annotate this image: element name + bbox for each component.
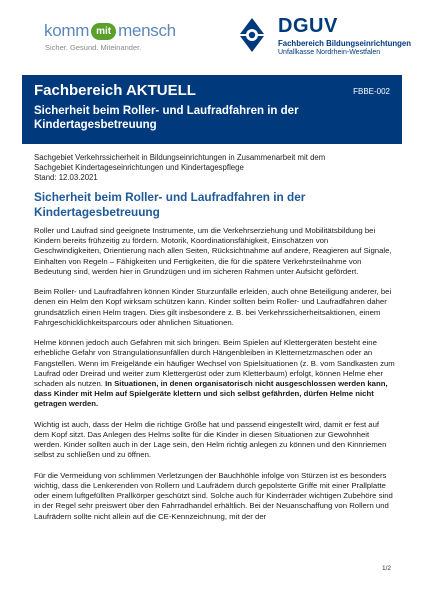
document-meta xyxy=(34,153,394,182)
meta-line: Sachgebiet Kindertageseinrichtungen und Kindertagespflege xyxy=(34,162,244,172)
paragraph: Roller und Laufrad sind geeignete Instrumente, um die Verkehrserziehung und Mobilitätsbildung bei Kindern bereits frühzeitig zu fördern. Motorik, Koordinationsfähigkeit, Einschätzen von Geschwindigkeiten, Orientierung nach allen Seiten, Rücksichtnahme auf andere, Reagieren auf Signale, Einhalten von Regeln – Fähigkeiten und Fertigkeiten, die für die spätere Verkehrsteilnahme von Bedeutung sind, werden hier in Grundzügen und im sicheren Rahmen unter Aufsicht gefördert. xyxy=(34,226,392,276)
document-body xyxy=(34,226,396,532)
dguv-department: Fachbereich Bildungseinrichtungen xyxy=(278,39,411,48)
logo-text-mensch: mensch xyxy=(118,21,176,40)
dguv-logo xyxy=(232,12,411,62)
paragraph: Beim Roller- und Laufradfahren können Kinder Sturzunfälle erleiden, auch ohne Beteiligung anderer, bei denen ein Helm den Kopf wirksam schützen kann. Kinder sollten beim Roller- und Laufradfahren daher grundsätzlich einen Helm tragen. Dies gilt insbesondere z. B. bei Verkehrssicherheitsaktionen, einem Fahrgeschicklichkeitsparcours oder ähnlichen Situationen. xyxy=(34,287,392,327)
paragraph-bold-text: In Situationen, in denen organisatorisch nicht ausgeschlossen werden kann, dass Kinder mit Helm auf Spielgeräte klettern und sich selbst gefährden, dürfen Helme nicht getragen werden. xyxy=(34,379,388,409)
document-heading: Sicherheit beim Roller- und Laufradfahren in der Kindertagesbetreuung xyxy=(34,190,306,219)
paragraph-text: Helme können jedoch auch Gefahren mit sich bringen. Beim Spielen auf Klettergeräten besteht eine erhebliche Gefahr von Strangulationsunfällen durch Hängenbleiben in Kletternetzmaschen oder an Fangstellen. Wenn im Freigelände ein häufiger Wechsel von Spielsituationen (z. B. vom Sandkasten zum Laufrad oder Dreirad und weiter zum Klettergerüst oder zum Kletterbaum) erfolgt, können Helme eher schaden als nutzen. xyxy=(34,338,395,389)
meta-date: Stand: 12.03.2021 xyxy=(34,172,98,182)
dguv-name: DGUV xyxy=(278,15,338,37)
paragraph: Für die Vermeidung von schlimmen Verletzungen der Bauchhöhle infolge von Stürzen ist es besonders wichtig, dass die Lenkerenden von Rollern und Laufrädern durch gepolsterte Griffe mit einer Prallplatte oder einem luftgefüllten Prallkörper geschützt sind. Solche auch für Kinderräder wichtigen Zubehöre sind in der Regel sehr preiswert über den Fahrradhandel erhältlich. Bei der Neuanschaffung von Rollern und Laufrädern sollte nicht allein auf die CE-Kennzeichnung, mit der der xyxy=(34,470,393,521)
meta-line: Sachgebiet Verkehrssicherheit in Bildungseinrichtungen in Zusammenarbeit mit dem xyxy=(34,153,326,162)
header-logos xyxy=(0,0,424,74)
paragraph xyxy=(34,338,396,409)
dguv-emblem-icon xyxy=(232,14,272,54)
logo-text-mit: mit xyxy=(91,23,116,40)
logo-tagline: Sicher. Gesund. Miteinander. xyxy=(45,43,142,52)
logo-text-komm: komm xyxy=(44,21,90,40)
dguv-organization: Unfallkasse Nordrhein-Westfalen xyxy=(278,49,381,56)
banner-title: Fachbereich AKTUELL xyxy=(34,82,196,99)
title-banner xyxy=(22,75,402,144)
document-code: FBBE-002 xyxy=(353,87,390,96)
page-number: 1/2 xyxy=(382,565,392,572)
paragraph: Wichtig ist auch, dass der Helm die richtige Größe hat und passend eingestellt wird, damit er fest auf dem Kopf sitzt. Das Anlegen des Helms sollte für die Kinder in diesen Situationen zur Gewohnheit werden. Kinder sollten auch in der Lage sein, den Helm richtig anlegen zu können und den Kinnriemen selbst zu schließen und zu öffnen. xyxy=(34,419,387,460)
banner-subtitle: Sicherheit beim Roller- und Laufradfahren in der Kindertagesbetreuung xyxy=(34,105,299,131)
kommmitmensch-logo xyxy=(44,20,176,52)
